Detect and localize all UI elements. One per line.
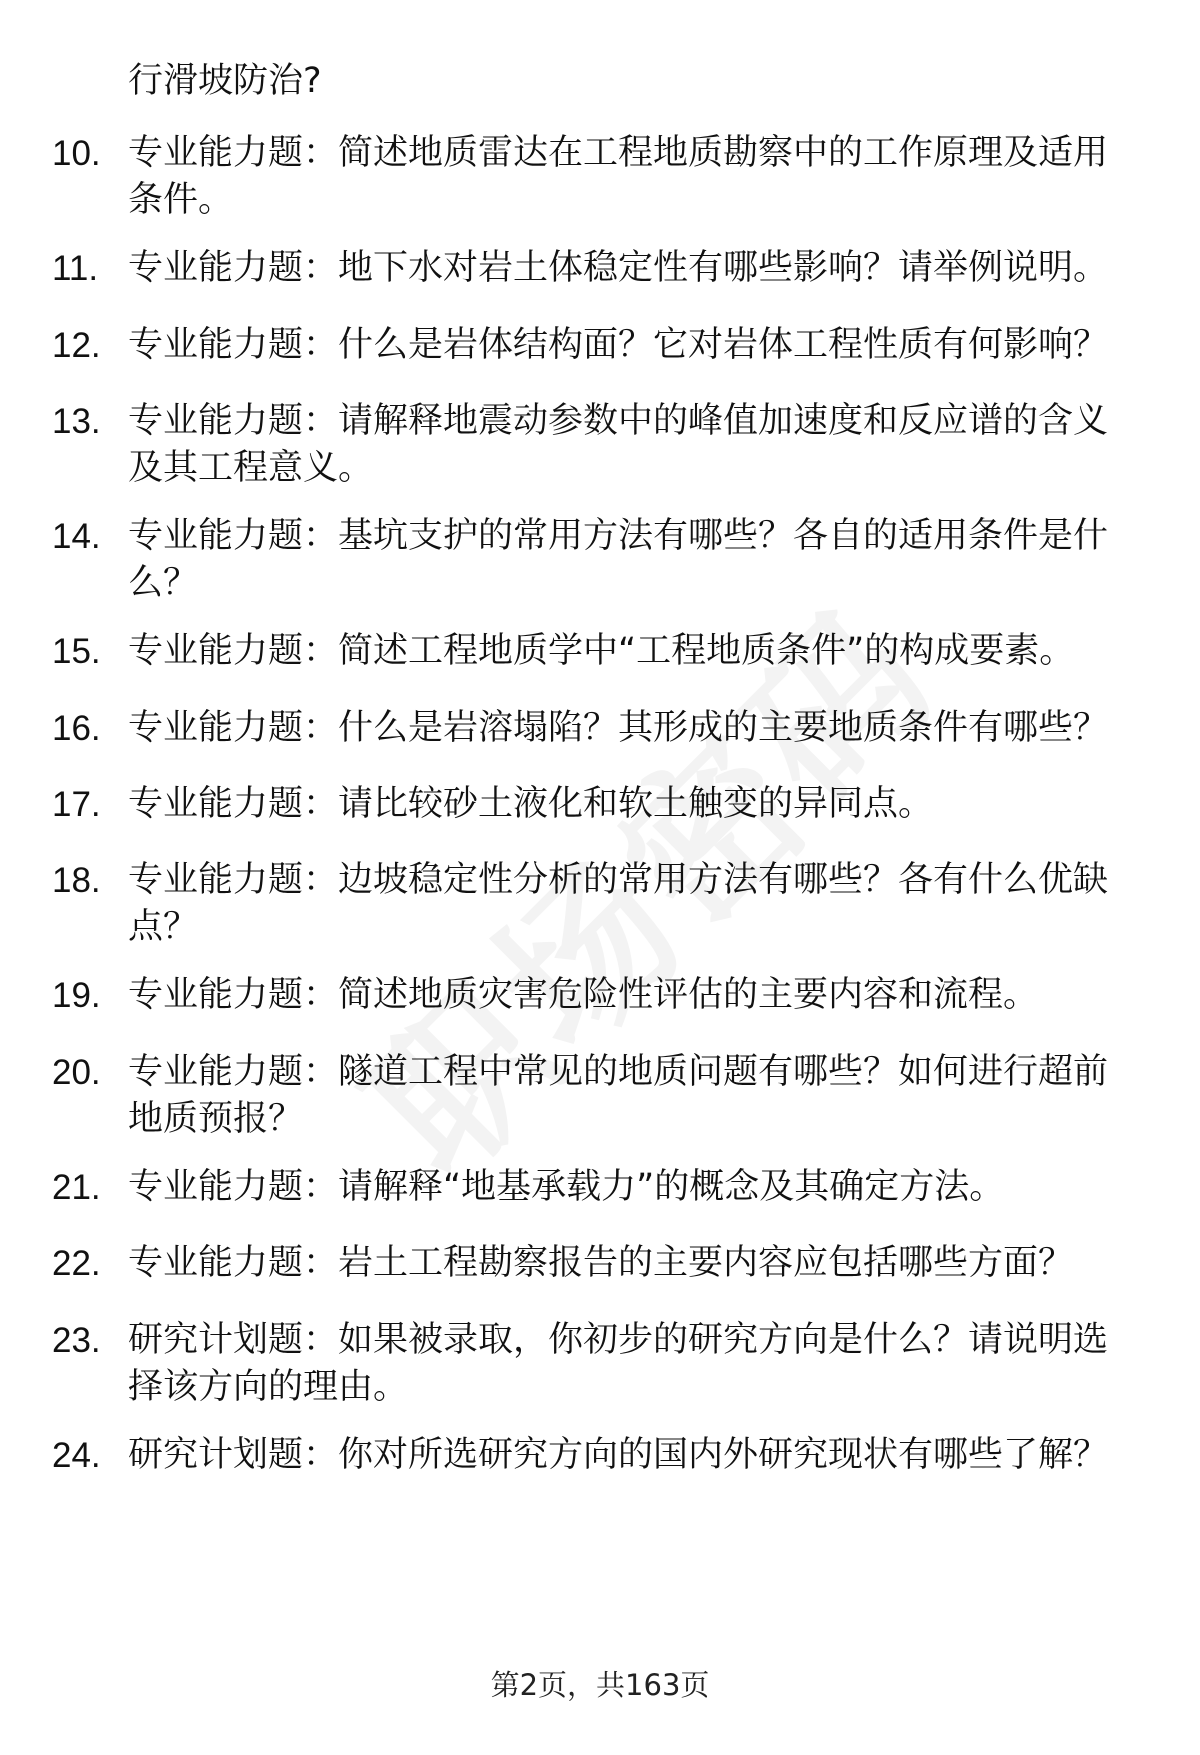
question-text: 专业能力题：隧道工程中常见的地质问题有哪些？如何进行超前地质预报？ [128, 1052, 1109, 1139]
question-text: 专业能力题：简述地质灾害危险性评估的主要内容和流程。 [128, 975, 1039, 1015]
question-number: 10. [52, 134, 101, 173]
question-number: 19. [52, 976, 101, 1015]
question-number: 17. [52, 785, 101, 824]
question-text: 研究计划题：你对所选研究方向的国内外研究现状有哪些了解？ [128, 1435, 1109, 1475]
question-text: 专业能力题：简述地质雷达在工程地质勘察中的工作原理及适用条件。 [128, 133, 1109, 220]
question-number: 13. [52, 402, 101, 441]
question-text: 专业能力题：基坑支护的常用方法有哪些？各自的适用条件是什么？ [128, 516, 1109, 603]
question-number: 12. [52, 326, 101, 365]
question-number: 24. [52, 1436, 101, 1475]
question-text: 专业能力题：岩土工程勘察报告的主要内容应包括哪些方面？ [128, 1243, 1074, 1283]
question-number: 22. [52, 1244, 101, 1283]
question-number: 21. [52, 1168, 101, 1207]
question-number: 11. [52, 249, 99, 288]
question-text: 专业能力题：边坡稳定性分析的常用方法有哪些？各有什么优缺点？ [128, 860, 1109, 947]
question-number: 18. [52, 861, 101, 900]
question-text: 专业能力题：什么是岩体结构面？它对岩体工程性质有何影响？ [128, 325, 1109, 365]
question-text: 专业能力题：简述工程地质学中“工程地质条件”的构成要素。 [128, 631, 1075, 671]
question-text: 专业能力题：什么是岩溶塌陷？其形成的主要地质条件有哪些？ [128, 708, 1109, 748]
question-number: 16. [52, 709, 101, 748]
question-text: 专业能力题：请比较砂土液化和软土触变的异同点。 [128, 784, 934, 824]
question-text: 专业能力题：地下水对岩土体稳定性有哪些影响？请举例说明。 [128, 248, 1109, 288]
question-text: 研究计划题：如果被录取，你初步的研究方向是什么？请说明选择该方向的理由。 [128, 1320, 1109, 1407]
continuation-text: 行滑坡防治? [128, 61, 322, 101]
page-footer: 第2页，共163页 [490, 1668, 710, 1702]
question-number: 23. [52, 1321, 101, 1360]
question-number: 14. [52, 517, 101, 556]
question-text: 专业能力题：请解释“地基承载力”的概念及其确定方法。 [128, 1167, 1005, 1207]
question-text: 专业能力题：请解释地震动参数中的峰值加速度和反应谱的含义及其工程意义。 [128, 401, 1109, 488]
question-number: 15. [52, 632, 101, 671]
question-number: 20. [52, 1053, 101, 1092]
